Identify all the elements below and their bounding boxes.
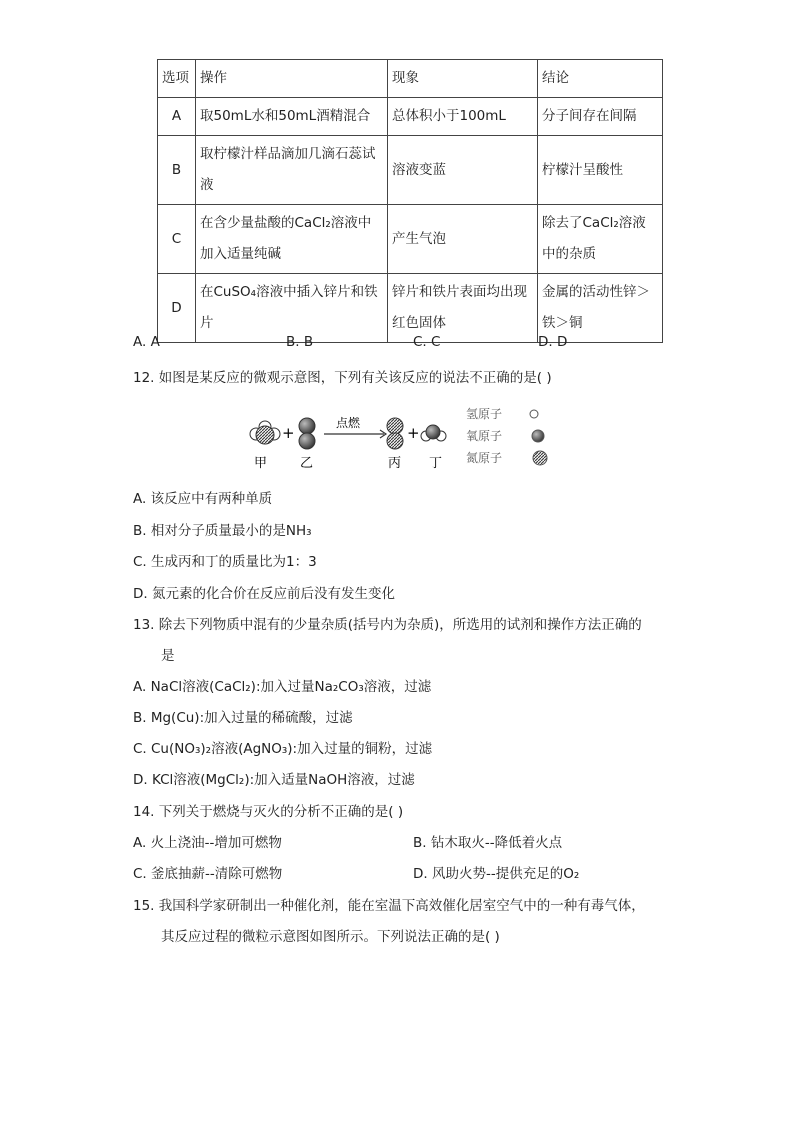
option-cell: A — [158, 98, 196, 136]
q15-stem: 15. 我国科学家研制出一种催化剂，能在室温下高效催化居室空气中的一种有毒气体， — [133, 898, 645, 914]
legend-oxygen-label: 氧原子 — [466, 429, 503, 443]
phenomenon-cell: 总体积小于100mL — [388, 98, 538, 136]
q13-option-a[interactable]: A. NaCl溶液(CaCl₂):加入过量Na₂CO₃溶液，过滤 — [133, 679, 432, 695]
table-row — [158, 98, 663, 136]
plus-sign: + — [282, 424, 295, 442]
option-cell: C — [158, 205, 196, 274]
q14-stem: 14. 下列关于燃烧与灭火的分析不正确的是( ) — [133, 804, 404, 820]
label-ding: 丁 — [429, 456, 443, 471]
operation-cell: 在CuSO₄溶液中插入锌片和铁片 — [196, 274, 388, 343]
option-cell: D — [158, 274, 196, 343]
reaction-diagram — [244, 404, 564, 472]
header-cell: 操作 — [196, 60, 388, 98]
q14-option-b[interactable]: B. 钻木取火--降低着火点 — [413, 835, 563, 851]
phenomenon-cell: 溶液变蓝 — [388, 136, 538, 205]
molecule-yi — [299, 418, 315, 449]
q12-option-d[interactable]: D. 氮元素的化合价在反应前后没有发生变化 — [133, 586, 395, 602]
label-jia: 甲 — [254, 456, 268, 471]
conclusion-cell: 柠檬汁呈酸性 — [538, 136, 663, 205]
q15-stem-continued: 其反应过程的微粒示意图如图所示。下列说法正确的是( ) — [161, 929, 500, 945]
legend-hydrogen-label: 氢原子 — [466, 407, 503, 421]
operation-cell: 取50mL水和50mL酒精混合 — [196, 98, 388, 136]
hydrogen-atom-icon — [530, 410, 538, 418]
legend — [466, 407, 547, 465]
table-row — [158, 205, 663, 274]
molecule-bing — [387, 418, 403, 449]
q14-option-c[interactable]: C. 釜底抽薪--清除可燃物 — [133, 866, 283, 882]
header-cell: 现象 — [388, 60, 538, 98]
label-yi: 乙 — [300, 456, 314, 471]
label-bing: 丙 — [388, 456, 402, 471]
q11-option-d[interactable]: D. D — [538, 334, 568, 350]
nitrogen-atom-icon — [533, 451, 547, 465]
q13-stem: 13. 除去下列物质中混有的少量杂质(括号内为杂质)，所选用的试剂和操作方法正确的 — [133, 617, 642, 633]
phenomenon-cell: 锌片和铁片表面均出现红色固体 — [388, 274, 538, 343]
conclusion-cell: 金属的活动性锌＞铁＞铜 — [538, 274, 663, 343]
table-row — [158, 274, 663, 343]
conclusion-cell: 分子间存在间隔 — [538, 98, 663, 136]
option-cell: B — [158, 136, 196, 205]
operation-cell: 取柠檬汁样品滴加几滴石蕊试液 — [196, 136, 388, 205]
molecule-jia — [250, 421, 280, 444]
table-header-row — [158, 60, 663, 98]
table-row — [158, 136, 663, 205]
plus-sign: + — [407, 424, 420, 442]
q12-option-b[interactable]: B. 相对分子质量最小的是NH₃ — [133, 523, 312, 539]
q14-option-d[interactable]: D. 风助火势--提供充足的O₂ — [413, 866, 580, 882]
legend-nitrogen-label: 氮原子 — [466, 451, 503, 465]
q11-option-c[interactable]: C. C — [413, 334, 441, 350]
q13-option-d[interactable]: D. KCl溶液(MgCl₂):加入适量NaOH溶液，过滤 — [133, 772, 415, 788]
q11-table — [157, 59, 663, 343]
oxygen-atom-icon — [532, 430, 544, 442]
q13-option-b[interactable]: B. Mg(Cu):加入过量的稀硫酸，过滤 — [133, 710, 353, 726]
q11-option-b[interactable]: B. B — [286, 334, 314, 350]
reaction-condition: 点燃 — [336, 416, 361, 430]
header-cell: 结论 — [538, 60, 663, 98]
molecule-ding — [421, 425, 446, 441]
q13-stem-continued: 是 — [161, 648, 175, 664]
phenomenon-cell: 产生气泡 — [388, 205, 538, 274]
q14-option-a[interactable]: A. 火上浇油--增加可燃物 — [133, 835, 282, 851]
q11-option-a[interactable]: A. A — [133, 334, 160, 350]
q12-option-c[interactable]: C. 生成丙和丁的质量比为1：3 — [133, 554, 317, 570]
q12-stem: 12. 如图是某反应的微观示意图，下列有关该反应的说法不正确的是( ) — [133, 370, 552, 386]
q12-option-a[interactable]: A. 该反应中有两种单质 — [133, 491, 273, 507]
header-cell: 选项 — [158, 60, 196, 98]
q13-option-c[interactable]: C. Cu(NO₃)₂溶液(AgNO₃):加入过量的铜粉，过滤 — [133, 741, 433, 757]
operation-cell: 在含少量盐酸的CaCl₂溶液中加入适量纯碱 — [196, 205, 388, 274]
conclusion-cell: 除去了CaCl₂溶液中的杂质 — [538, 205, 663, 274]
